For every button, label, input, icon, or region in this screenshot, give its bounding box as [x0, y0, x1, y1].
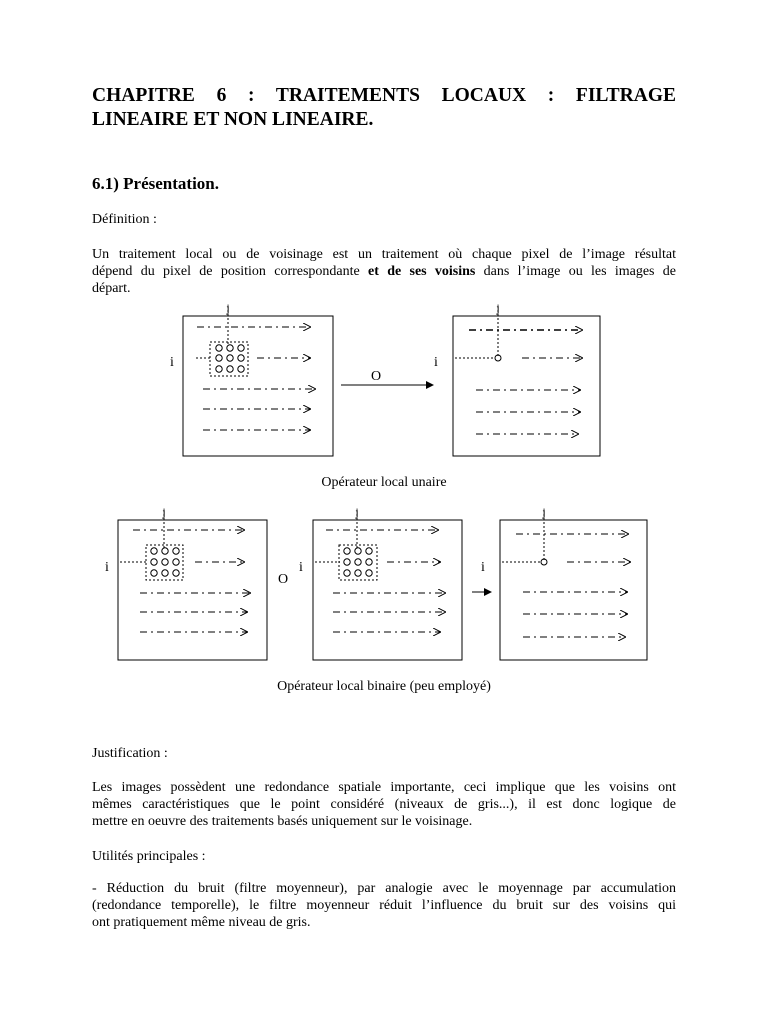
justification-line-2: mêmes caractéristiques que le point considéré (niveaux de gris...), il est donc logique de: [92, 797, 676, 812]
j-label: j: [542, 505, 546, 519]
neighborhood-kernel: [216, 345, 244, 372]
input-image-a: [105, 505, 267, 660]
j-label: j: [496, 301, 500, 315]
i-label: i: [170, 355, 174, 370]
output-image: [481, 505, 647, 660]
operator-label: O: [277, 572, 289, 587]
definition-label: Définition :: [92, 212, 157, 227]
justification-label: Justification :: [92, 746, 168, 761]
figure-1-caption: Opérateur local unaire: [321, 475, 447, 490]
i-label: i: [481, 560, 485, 575]
definition-line-2-start: dépend du pixel de position correspondante: [92, 264, 369, 279]
figure-2-caption: Opérateur local binaire (peu employé): [277, 679, 491, 694]
definition-bold-phrase: et de ses voisins: [368, 264, 476, 279]
i-label: i: [434, 355, 438, 370]
input-image: [170, 301, 333, 456]
definition-line-3: départ.: [92, 281, 131, 296]
utilites-line-3: ont pratiquement même niveau de gris.: [92, 915, 311, 930]
neighborhood-kernel: [344, 548, 372, 576]
neighborhood-kernel: [151, 548, 179, 576]
input-image-b: [299, 505, 462, 660]
utilites-line-1: - Réduction du bruit (filtre moyenneur), par analogie avec le moyennage par accumulation: [92, 881, 676, 896]
definition-line-1: Un traitement local ou de voisinage est un traitement où chaque pixel de l’image résultat: [92, 247, 676, 262]
utilites-label: Utilités principales :: [92, 849, 206, 864]
justification-line-1: Les images possèdent une redondance spatiale importante, ceci implique que les voisins ont: [92, 780, 676, 795]
figure-1-unary-operator: [170, 301, 600, 490]
utilites-line-2: (redondance temporelle), le filtre moyenneur réduit l’influence du bruit sur des voisins qui: [92, 898, 676, 913]
j-label: j: [226, 301, 230, 315]
operator-label: O: [370, 369, 382, 384]
j-label: j: [355, 505, 359, 519]
chapter-title-line-2: LINEAIRE ET NON LINEAIRE.: [92, 109, 374, 130]
definition-line-2-end: dans l’image ou les images de: [475, 264, 677, 279]
chapter-title-line-1: CHAPITRE 6 : TRAITEMENTS LOCAUX : FILTRAGE: [92, 85, 676, 106]
section-title: 6.1) Présentation.: [92, 174, 220, 193]
utilites-paragraph: [92, 880, 676, 931]
output-image: [434, 301, 600, 456]
justification-line-3: mettre en oeuvre des traitements basés uniquement sur le voisinage.: [92, 814, 473, 829]
i-label: i: [299, 560, 303, 575]
justification-paragraph: [92, 779, 676, 830]
figure-2-binary-operator: [105, 505, 647, 694]
i-label: i: [105, 560, 109, 575]
j-label: j: [162, 505, 166, 519]
